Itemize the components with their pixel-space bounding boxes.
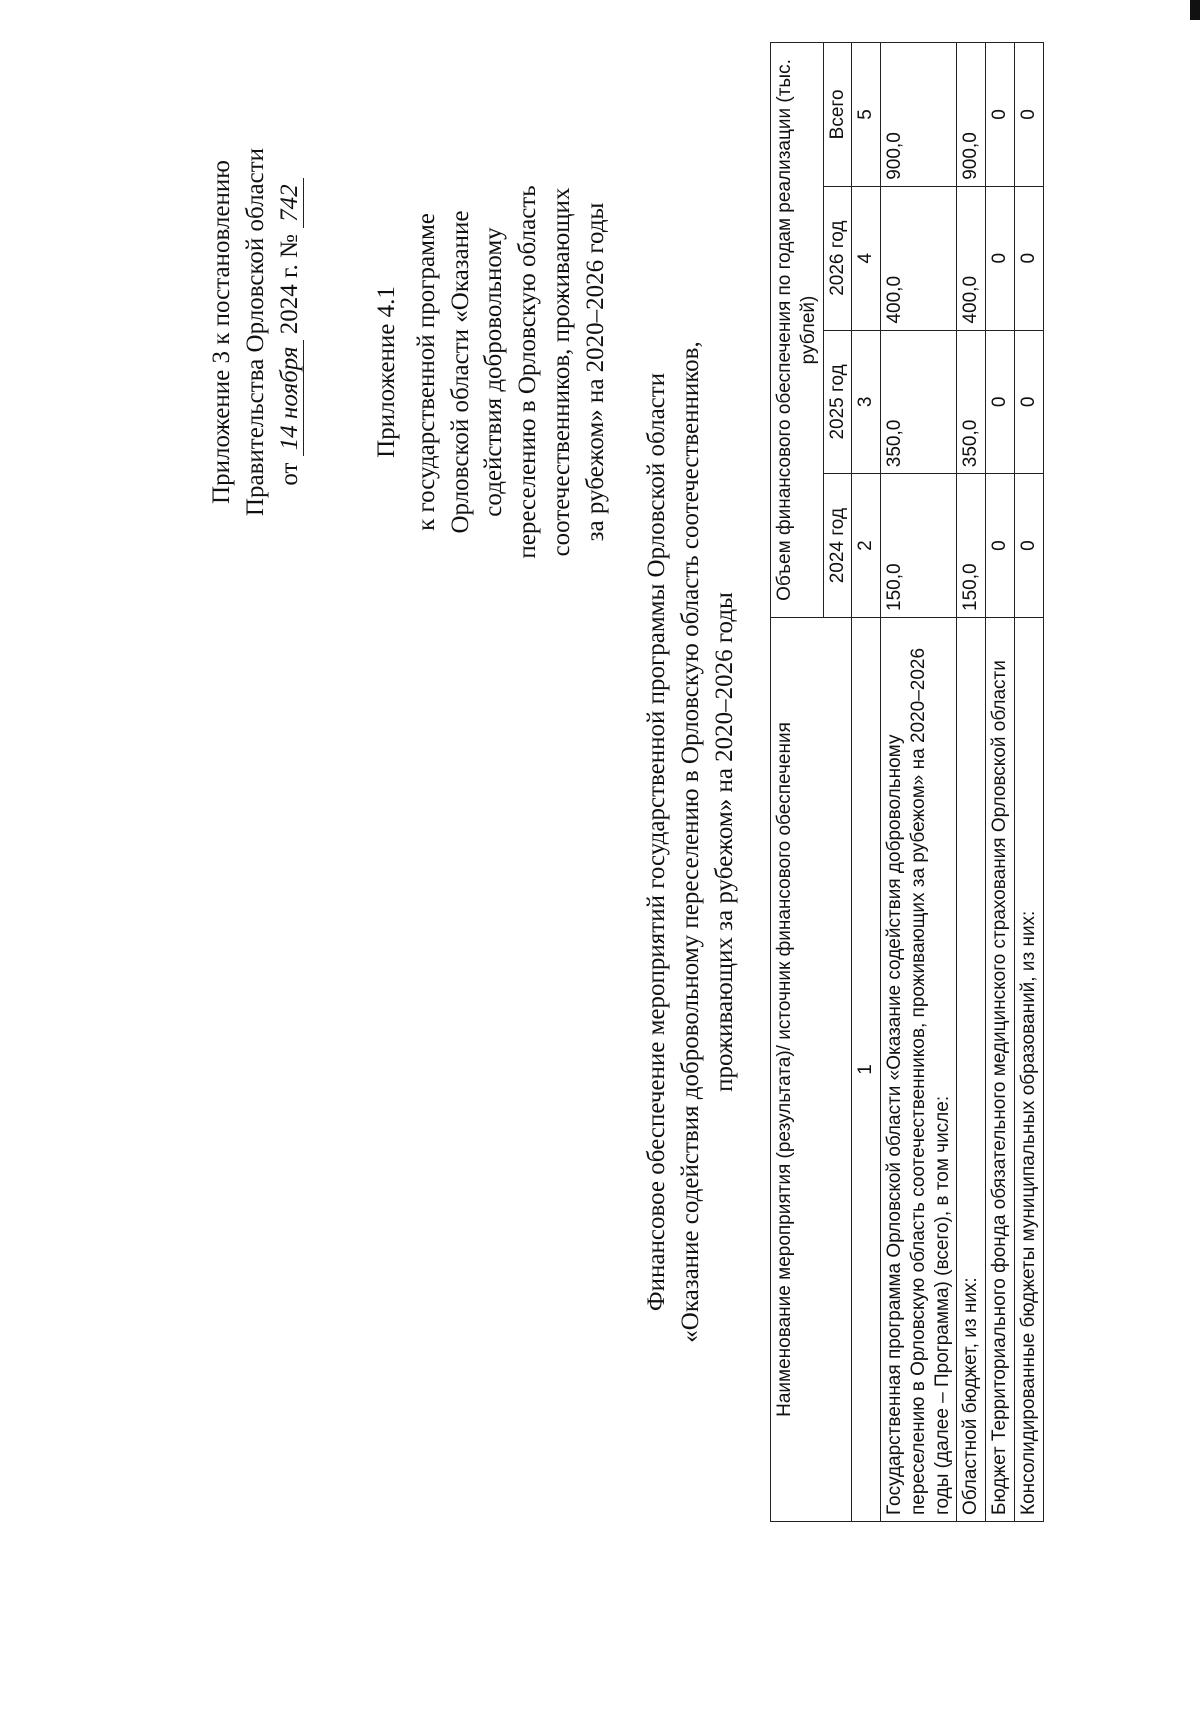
appendix-4-1-header — [370, 32, 612, 712]
table-row — [1014, 43, 1043, 1522]
scan-edge-mark — [1190, 0, 1200, 20]
document-title-line: проживающих за рубежом» на 2020–2026 годы — [710, 592, 738, 1092]
column-header-total: Всего — [823, 43, 852, 187]
table-row — [881, 43, 957, 1522]
financing-table — [770, 42, 1044, 1522]
column-header-year: 2026 год — [823, 186, 852, 330]
value-cell: 400,0 — [881, 186, 957, 330]
value-cell: 0 — [986, 43, 1015, 187]
table-row — [957, 43, 986, 1522]
value-cell: 350,0 — [881, 330, 957, 474]
appendix-3-line-1: Приложение 3 к постановлению — [208, 160, 235, 504]
appendix-4-1-line: соотечественников, проживающих — [547, 187, 575, 557]
index-cell: 4 — [852, 186, 881, 330]
appendix-4-1-line: переселению в Орловскую область — [514, 185, 541, 559]
handwritten-number: 742 — [276, 178, 304, 228]
appendix-4-1-title: Приложение 4.1 — [373, 286, 400, 458]
value-cell: 0 — [986, 186, 1015, 330]
index-cell: 1 — [852, 617, 881, 1521]
value-cell: 0 — [1014, 186, 1043, 330]
row-name-cell: Консолидированные бюджеты муниципальных образований, из них: — [1014, 617, 1043, 1521]
value-cell: 900,0 — [957, 43, 986, 187]
appendix-4-1-line: за рубежом» на 2020–2026 годы — [581, 202, 609, 542]
table-header-row — [771, 43, 824, 1522]
column-header-volume: Объем финансового обеспечения по годам реализации (тыс. рублей) — [771, 43, 824, 618]
value-cell: 0 — [1014, 43, 1043, 187]
index-cell: 5 — [852, 43, 881, 187]
index-cell: 3 — [852, 330, 881, 474]
row-name-cell: Областной бюджет, из них: — [957, 617, 986, 1521]
handwritten-date: 14 ноября — [276, 340, 304, 456]
row-name-cell: Бюджет Территориального фонда обязательного медицинского страхования Орловской области — [986, 617, 1015, 1521]
document-title-line: «Оказание содействия добровольному переселению в Орловскую область соотечественников, — [676, 341, 704, 1343]
value-cell: 900,0 — [881, 43, 957, 187]
value-cell: 400,0 — [957, 186, 986, 330]
value-cell: 0 — [1014, 330, 1043, 474]
appendix-4-1-line: Орловской области «Оказание — [446, 210, 474, 534]
document-title — [640, 172, 741, 1512]
column-header-year: 2025 год — [823, 330, 852, 474]
column-header-name: Наименование мероприятия (результата)/ источник финансового обеспечения — [771, 617, 852, 1521]
value-cell: 350,0 — [957, 330, 986, 474]
value-cell: 150,0 — [881, 474, 957, 618]
value-cell: 0 — [986, 474, 1015, 618]
row-name-cell: Государственная программа Орловской области «Оказание содействия добровольному переселению в Орловскую область соотечественников, проживающих за рубежом» на 2020–2026 годы (далее – Программа) (всего), в том числе: — [881, 617, 957, 1521]
appendix-3-line-2: Правительства Орловской области — [241, 147, 269, 517]
table-index-row — [852, 43, 881, 1522]
table-row — [986, 43, 1015, 1522]
appendix-3-header — [205, 22, 306, 642]
value-cell: 0 — [986, 330, 1015, 474]
value-cell: 150,0 — [957, 474, 986, 618]
index-cell: 2 — [852, 474, 881, 618]
document-title-line: Финансовое обеспечение мероприятий государственной программы Орловской области — [643, 372, 670, 1312]
value-cell: 0 — [1014, 474, 1043, 618]
year-and-number-label: 2024 г. № — [275, 234, 303, 335]
date-prefix: от — [275, 462, 303, 486]
appendix-4-1-line: к государственной программе — [412, 213, 440, 531]
appendix-3-date-line — [273, 22, 307, 642]
column-header-year: 2024 год — [823, 474, 852, 618]
appendix-4-1-line: содействия добровольному — [480, 227, 508, 517]
